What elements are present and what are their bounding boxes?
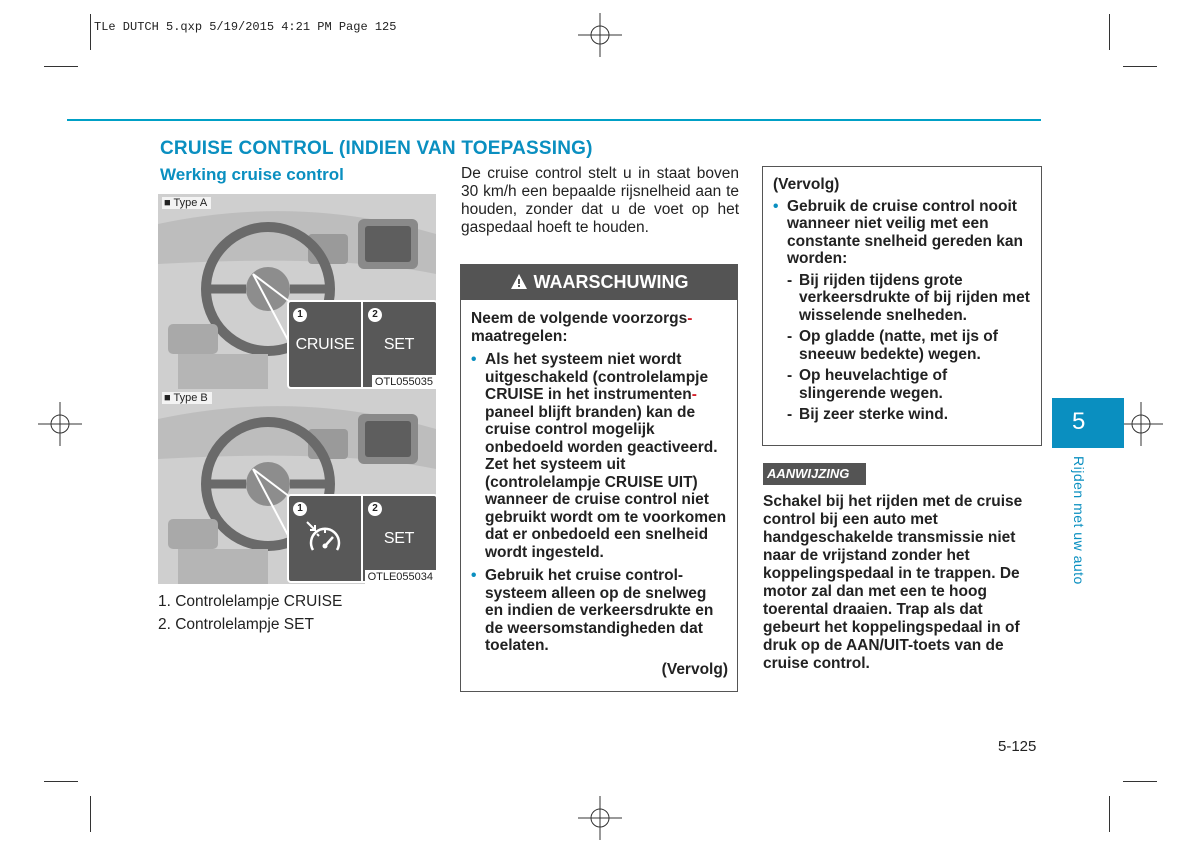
figure-type-b xyxy=(158,389,436,584)
registration-mark-icon xyxy=(578,796,622,840)
warning-bullet: • Als het systeem niet wordt uitgeschakeld (controlelampje CRUISE in het instrumenten-paneel blijft branden) kan de cruise control mogelijk onbedoeld worden geactiveerd. Zet het systeem uit (controlelampje CRUISE UIT) wanneer de cruise control niet gebruikt wordt om te voorkomen dat er onbedoeld een snelheid wordt ingesteld. xyxy=(471,351,727,561)
warning-body xyxy=(471,310,728,678)
subsection-title: Werking cruise control xyxy=(160,165,344,184)
callout-number: 2 xyxy=(368,502,382,516)
list-item: - Bij rijden tijdens grote verkeersdrukte of bij rijden met wisselende snelheden. xyxy=(787,271,1030,324)
list-item: - Bij zeer sterke wind. xyxy=(787,406,949,423)
crop-mark xyxy=(44,781,78,782)
callout-number: 2 xyxy=(368,308,382,322)
print-slug: TLe DUTCH 5.qxp 5/19/2015 4:21 PM Page 125 xyxy=(94,20,397,34)
list-item: - Op heuvelachtige of slingerende wegen. xyxy=(787,367,948,402)
callout-number: 1 xyxy=(293,502,307,516)
registration-mark-icon xyxy=(578,13,622,57)
crop-mark xyxy=(1109,14,1110,50)
warning-lead: Neem de volgende voorzorgs- maatregelen: xyxy=(471,310,693,345)
chapter-number: 5 xyxy=(1072,408,1086,435)
registration-mark-icon xyxy=(1119,402,1163,446)
figure-type-a xyxy=(158,194,436,389)
continuation-bullet: • Gebruik de cruise control nooit wanneer niet veilig met een constante snelheid gereden kan worden: xyxy=(773,197,1024,267)
warning-header xyxy=(461,265,737,300)
caption-cruise: 1. Controlelampje CRUISE xyxy=(158,593,343,610)
warning-triangle-icon xyxy=(510,273,528,290)
registration-mark-icon xyxy=(38,402,82,446)
note-badge: AANWIJZING xyxy=(763,463,866,485)
cruise-speedometer-icon xyxy=(305,520,345,560)
figure-code: OTL055035 xyxy=(372,375,436,389)
list-item: - Op gladde (natte, met ijs of sneeuw bedekte) wegen. xyxy=(787,328,998,363)
caption-set: 2. Controlelampje SET xyxy=(158,616,314,633)
continuation-body xyxy=(773,176,1032,424)
set-indicator xyxy=(363,496,435,581)
cruise-indicator xyxy=(289,496,361,581)
crop-mark xyxy=(1123,781,1157,782)
figure-label: ■ Type B xyxy=(162,392,212,404)
callout-number: 1 xyxy=(293,308,307,322)
set-label: SET xyxy=(383,530,415,547)
set-label: SET xyxy=(383,336,415,353)
chapter-tab xyxy=(1052,398,1124,448)
figure-code: OTLE055034 xyxy=(365,570,436,584)
crop-mark xyxy=(1123,66,1157,67)
warning-box xyxy=(460,264,738,692)
header-rule xyxy=(67,119,1041,121)
crop-mark xyxy=(90,796,91,832)
figure-label: ■ Type A xyxy=(162,197,211,209)
page-number: 5-125 xyxy=(998,738,1037,755)
continuation-heading: (Vervolg) xyxy=(773,176,840,193)
crop-mark xyxy=(1109,796,1110,832)
cruise-indicator xyxy=(289,302,361,387)
section-title: CRUISE CONTROL (INDIEN VAN TOEPASSING) xyxy=(160,138,593,159)
warning-bullet: • Gebruik het cruise control-systeem alleen op de snelweg en indien de verkeersdrukte en de weersomstandigheden dat toelaten. xyxy=(471,567,714,654)
continuation-box xyxy=(762,166,1042,446)
continued-label: (Vervolg) xyxy=(661,660,728,678)
warning-title: WAARSCHUWING xyxy=(533,272,689,292)
cruise-label: CRUISE xyxy=(295,336,355,353)
crop-mark xyxy=(44,66,78,67)
intro-paragraph: De cruise control stelt u in staat boven 30 km/h een bepaalde rijsnelheid aan te houden, zonder dat u de voet op het gaspedaal hoeft te houden. xyxy=(461,165,739,236)
chapter-title: Rijden met uw auto xyxy=(1071,456,1087,585)
crop-mark xyxy=(90,14,91,50)
note-text: Schakel bij het rijden met de cruise control bij een auto met handgeschakelde transmissie niet naar de vrijstand zonder het koppelingspedaal in te trappen. De motor zal dan met een te hoog toerental draaien. Trap als dat gebeurt het koppelingspedaal in of druk op de AAN/UIT-toets van de cruise control. xyxy=(763,493,1023,672)
